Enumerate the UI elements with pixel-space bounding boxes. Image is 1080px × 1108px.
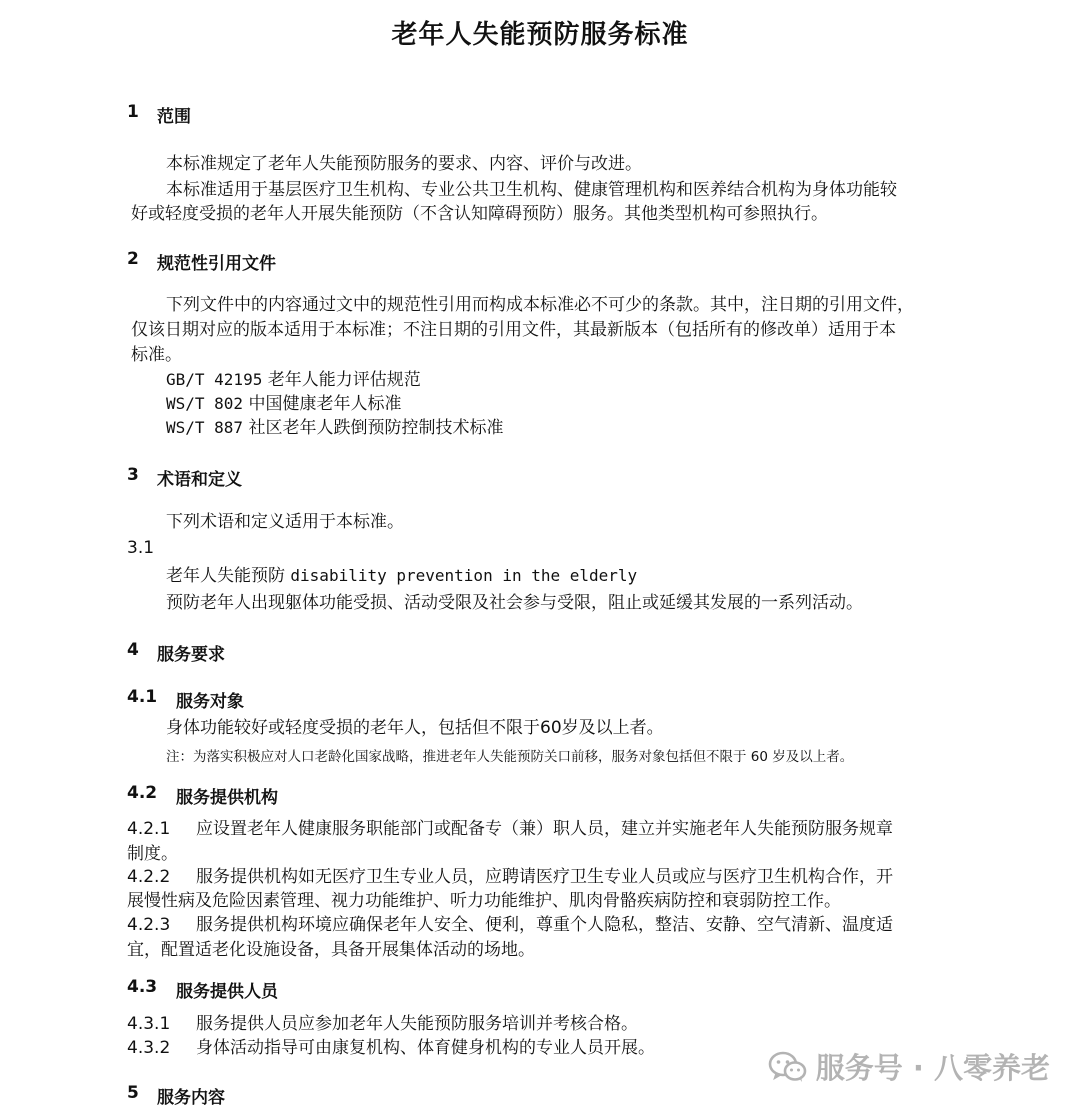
reference-item [166, 370, 421, 390]
clause-4-3-2-number: 4.3.2 [127, 1038, 171, 1058]
subsection-4-2-heading: 服务提供机构 [176, 788, 278, 808]
section-3-number: 3 [127, 465, 139, 485]
section-1-paragraph-2-line-2: 好或轻度受损的老年人开展失能预防（不含认知障碍预防）服务。其他类型机构可参照执行。 [131, 204, 828, 224]
reference-code: GB/T 42195 [166, 370, 263, 389]
term-definition: 预防老年人出现躯体功能受损、活动受限及社会参与受限，阻止或延缓其发展的一系列活动。 [166, 593, 863, 613]
section-4-heading: 服务要求 [157, 645, 225, 665]
clause-4-2-2-number: 4.2.2 [127, 867, 171, 887]
section-2-number: 2 [127, 249, 139, 269]
section-2-heading: 规范性引用文件 [157, 254, 276, 274]
reference-code: WS/T 802 [166, 394, 244, 413]
section-2-paragraph-line-3: 标准。 [131, 345, 182, 365]
section-1-heading: 范围 [157, 107, 191, 127]
clause-4-2-1-line-2: 制度。 [127, 844, 178, 864]
section-3-paragraph: 下列术语和定义适用于本标准。 [166, 512, 404, 532]
term-entry [166, 566, 637, 586]
reference-name: 社区老年人跌倒预防控制技术标准 [248, 418, 504, 438]
clause-4-2-1-number: 4.2.1 [127, 819, 171, 839]
section-1-paragraph-2-line-1: 本标准适用于基层医疗卫生机构、专业公共卫生机构、健康管理机构和医养结合机构为身体功能较 [166, 180, 897, 200]
clause-4-2-1-line-1: 应设置老年人健康服务职能部门或配备专（兼）职人员，建立并实施老年人失能预防服务规章 [196, 819, 893, 839]
subsection-4-3-heading: 服务提供人员 [176, 982, 278, 1002]
term-chinese: 老年人失能预防 [166, 566, 285, 586]
subsection-4-1-paragraph: 身体功能较好或轻度受损的老年人，包括但不限于60岁及以上者。 [166, 718, 664, 738]
clause-4-2-2-line-2: 展慢性病及危险因素管理、视力功能维护、听力功能维护、肌肉骨骼疾病防控和衰弱防控工作。 [127, 891, 841, 911]
clause-4-2-2-line-1: 服务提供机构如无医疗卫生专业人员，应聘请医疗卫生专业人员或应与医疗卫生机构合作，开 [196, 867, 893, 887]
watermark [768, 1046, 1050, 1087]
reference-name: 老年人能力评估规范 [267, 370, 421, 390]
clause-4-3-1-number: 4.3.1 [127, 1014, 171, 1034]
document-title: 老年人失能预防服务标准 [391, 20, 689, 50]
subsection-4-2-number: 4.2 [127, 783, 158, 803]
term-english: disability prevention in the elderly [290, 566, 638, 585]
clause-4-3-2-text: 身体活动指导可由康复机构、体育健身机构的专业人员开展。 [196, 1038, 655, 1058]
clause-4-2-3-number: 4.2.3 [127, 915, 171, 935]
subsection-4-1-note: 注：为落实积极应对人口老龄化国家战略，推进老年人失能预防关口前移，服务对象包括但不限于 60 岁及以上者。 [166, 749, 854, 765]
clause-4-3-1-text: 服务提供人员应参加老年人失能预防服务培训并考核合格。 [196, 1014, 638, 1034]
subsection-4-1-heading: 服务对象 [176, 692, 244, 712]
section-2-paragraph-line-2: 仅该日期对应的版本适用于本标准；不注日期的引用文件，其最新版本（包括所有的修改单）适用于本 [131, 320, 896, 340]
subsection-4-3-number: 4.3 [127, 977, 158, 997]
section-4-number: 4 [127, 640, 139, 660]
section-1-number: 1 [127, 102, 139, 122]
section-5-number: 5 [127, 1083, 139, 1103]
subsection-3-1-number: 3.1 [127, 538, 155, 558]
reference-item [166, 418, 503, 438]
subsection-4-1-number: 4.1 [127, 687, 158, 707]
watermark-text: 服务号 · 八零养老 [815, 1051, 1050, 1085]
section-2-paragraph-line-1: 下列文件中的内容通过文中的规范性引用而构成本标准必不可少的条款。其中，注日期的引用文件， [166, 295, 914, 315]
clause-4-2-3-line-1: 服务提供机构环境应确保老年人安全、便利，尊重个人隐私，整洁、安静、空气清新、温度适 [196, 915, 893, 935]
section-3-heading: 术语和定义 [157, 470, 242, 490]
clause-4-2-3-line-2: 宜，配置适老化设施设备，具备开展集体活动的场地。 [127, 940, 535, 960]
section-1-paragraph-1: 本标准规定了老年人失能预防服务的要求、内容、评价与改进。 [166, 154, 642, 174]
reference-code: WS/T 887 [166, 418, 244, 437]
wechat-icon [768, 1050, 808, 1084]
reference-name: 中国健康老年人标准 [248, 394, 402, 414]
section-5-heading: 服务内容 [157, 1088, 225, 1108]
reference-item [166, 394, 401, 414]
